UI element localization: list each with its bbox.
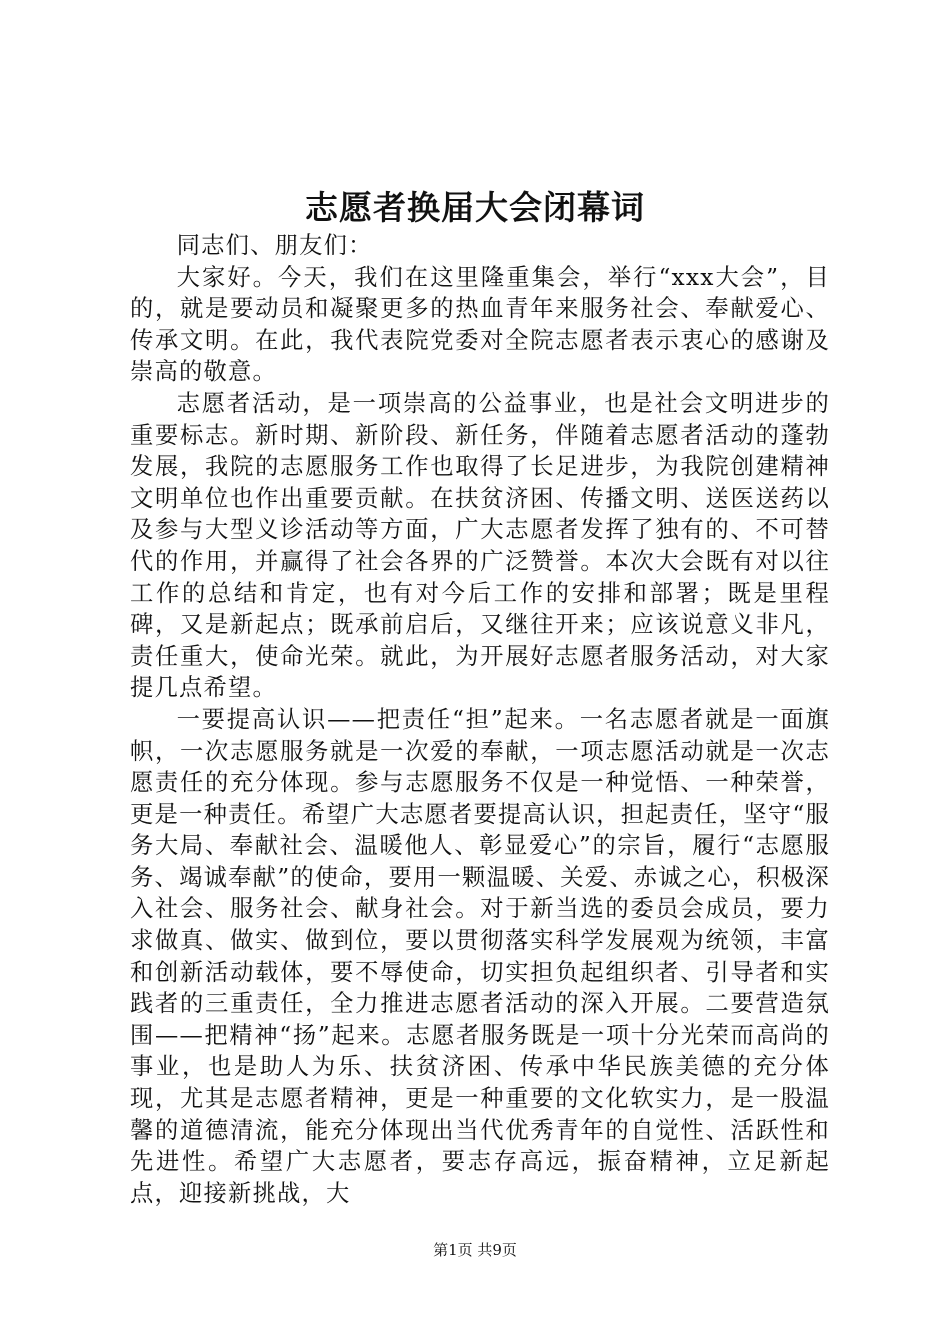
page-footer [0, 1240, 950, 1260]
paragraph: 大家好。今天，我们在这里隆重集会，举行“xxx大会”，目的，就是要动员和凝聚更多的热血青年来服务社会、奉献爱心、传承文明。在此，我代表院党委对全院志愿者表示衷心的感谢及崇高的敬意。 [130, 263, 830, 386]
paragraph: 一要提高认识——把责任“担”起来。一名志愿者就是一面旗帜，一次志愿服务就是一次爱的奉献，一项志愿活动就是一次志愿责任的充分体现。参与志愿服务不仅是一种觉悟、一种荣誉，更是一种责任。希望广大志愿者要提高认识，担起责任，坚守“服务大局、奉献社会、温暖他人、彰显爱心”的宗旨，履行“志愿服务、竭诚奉献”的使命，要用一颗温暖、关爱、赤诚之心，积极深入社会、服务社会、献身社会。对于新当选的委员会成员，要力求做真、做实、做到位，要以贯彻落实科学发展观为统领，丰富和创新活动载体，要不辱使命，切实担负起组织者、引导者和实践者的三重责任，全力推进志愿者活动的深入开展。二要营造氛围——把精神“扬”起来。志愿者服务既是一项十分光荣而高尚的事业，也是助人为乐、扶贫济困、传承中华民族美德的充分体现，尤其是志愿者精神，更是一种重要的文化软实力，是一股温馨的道德清流，能充分体现出当代优秀青年的自觉性、活跃性和先进性。希望广大志愿者，要志存高远，振奋精神，立足新起点，迎接新挑战，大 [130, 705, 830, 1207]
salutation: 同志们、朋友们： [176, 232, 373, 259]
page-number: 第1页 共9页 [433, 1241, 517, 1259]
document-title: 志愿者换届大会闭幕词 [305, 188, 645, 227]
document-body [130, 230, 830, 1209]
paragraph: 志愿者活动，是一项崇高的公益事业，也是社会文明进步的重要标志。新时期、新阶段、新任务，伴随着志愿者活动的蓬勃发展，我院的志愿服务工作也取得了长足进步，为我院创建精神文明单位也作出重要贡献。在扶贫济困、传播文明、送医送药以及参与大型义诊活动等方面，广大志愿者发挥了独有的、不可替代的作用，并赢得了社会各界的广泛赞誉。本次大会既有对以往工作的总结和肯定，也有对今后工作的安排和部署；既是里程碑，又是新起点；既承前启后，又继往开来；应该说意义非凡，责任重大，使命光荣。就此，为开展好志愿者服务活动，对大家提几点希望。 [130, 389, 830, 702]
